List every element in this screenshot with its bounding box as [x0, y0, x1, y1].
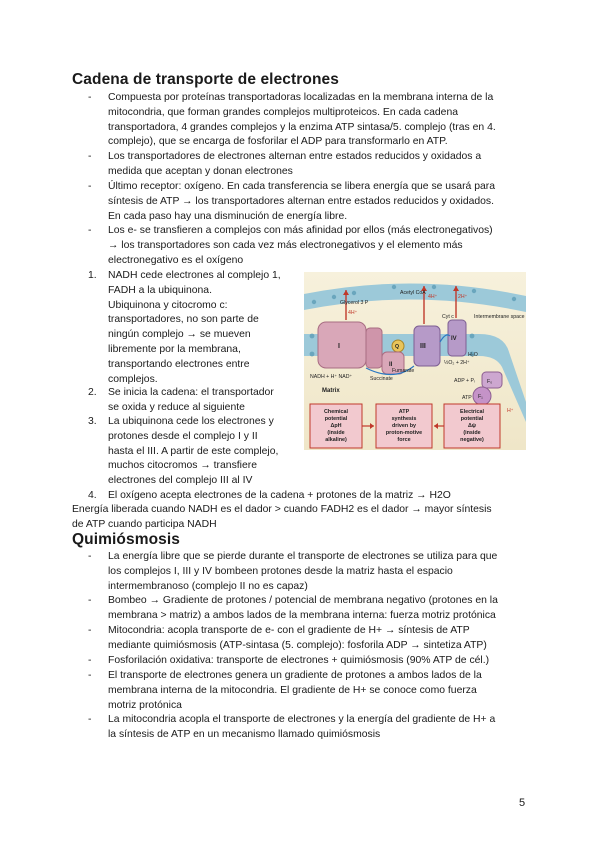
list-item: - Compuesta por proteínas transportadoras localizadas en la membrana interna de la mitocondria, que forman grandes complejos multiproteicos. En cada cadena transportadora, 4 grandes complejos y la enzima ATP sintasa/5. complejo (tras en 4. complejo), que se encarga de fosforilar el ADP para transformarlo en ATP. — [88, 92, 496, 148]
box-text: negative) — [460, 437, 484, 443]
section-title-chemiosmosis: Quimiósmosis — [72, 531, 181, 548]
label-complex-iii: III — [420, 343, 426, 350]
figure-svg — [304, 272, 526, 450]
label-succinate: Succinate — [370, 376, 393, 382]
list-item: - Último receptor: oxígeno. En cada transferencia se libera energía que se usará para síntesis de ATP → los transportadores alternan entre estados reducidos y oxidados. En cada paso hay una disminución de energía libre. — [88, 181, 495, 222]
box-text: Electrical — [460, 409, 484, 415]
box-text: driven by — [392, 423, 416, 429]
label-oxygen: ½O₂ + 2H⁺ — [444, 360, 470, 366]
complex-i-arm — [366, 328, 382, 368]
list-item: - El transporte de electrones genera un gradiente de protones a ambos lados de la membrana interna de la mitocondria. El gradiente de H+ se conoce como fuerza motriz protónica — [88, 670, 482, 711]
box-text: Chemical — [324, 409, 348, 415]
complex-i — [318, 322, 366, 368]
box-text: force — [397, 437, 411, 443]
numbered-item: 2. Se inicia la cadena: el transportador se oxida y reduce al siguiente — [88, 387, 274, 413]
electron-transport-figure — [304, 272, 526, 450]
label-atp: ATP — [462, 395, 472, 401]
label-nadh: NADH + H⁺ NAD⁺ — [310, 374, 353, 380]
box-text: (inside — [327, 430, 345, 436]
label-f0: F₀ — [487, 379, 493, 385]
label-complex-iv: IV — [451, 336, 457, 342]
label-complex-i: I — [338, 343, 340, 350]
numbered-item: 4. El oxígeno acepta electrones de la cadena + protones de la matriz → H2O — [88, 490, 451, 501]
complex-iii — [414, 326, 440, 366]
box-text: potential — [324, 416, 348, 422]
box-text: (inside — [463, 430, 481, 436]
box-text: alkaline) — [325, 437, 347, 443]
label-intermembrane: Intermembrane space — [474, 314, 525, 320]
list-item: - Los transportadores de electrones alternan entre estados reducidos y oxidados a medida que aceptan y donan electrones — [88, 151, 482, 177]
list-item: - Fosforilación oxidativa: transporte de electrones + quimiósmosis (90% ATP de cél.) — [88, 655, 490, 666]
list-item: - La mitocondria acopla el transporte de electrones y la energía del gradiente de H+ a la síntesis de ATP en un mecanismo llamado quimiósmosis — [88, 714, 496, 740]
label-cytc: Cyt c — [442, 314, 454, 320]
label-acyl: Acetyl CoA — [400, 290, 426, 296]
numbered-item: 1. NADH cede electrones al complejo 1, FADH a la ubiquinona. Ubiquinona y citocromo c: transportadores, no son parte de ningún complejo → se mueven libremente por la membrana, transportando electrones entre complejos. — [88, 270, 281, 385]
label-adp: ADP + Pᵢ — [454, 378, 475, 384]
label-matrix: Matrix — [322, 388, 340, 394]
box-text: potential — [460, 416, 484, 422]
label-f1: F₁ — [478, 394, 483, 400]
box-text: ΔpH — [330, 423, 342, 429]
label-4h-b: 4H⁺ — [428, 294, 438, 300]
label-water: H₂O — [468, 352, 478, 358]
box-text: Δψ — [468, 423, 476, 429]
numbered-item: 3. La ubiquinona cede los electrones y protones desde el complejo I y II hasta el III. A partir de este complejo, muchos citocromos → transfiere electrones del complejo III al IV — [88, 416, 279, 487]
label-q: Q — [395, 344, 400, 350]
box-text: synthesis — [391, 416, 417, 422]
list-item: - Los e- se transfieren a complejos con más afinidad por ellos (más electronegativos) → los transportadores son cada vez más electronegativos y el elemento más electronegativo es el oxígeno — [88, 225, 493, 266]
box-text: proton-motive — [385, 430, 423, 436]
label-fumarate: Fumarate — [392, 368, 415, 374]
page-number: 5 — [519, 797, 526, 809]
label-4h-a: 4H⁺ — [348, 310, 358, 316]
label-glycerol: Glycerol 3 P — [340, 300, 369, 306]
box-text: ATP — [398, 409, 410, 415]
label-2h: 2H⁺ — [458, 294, 468, 300]
paragraph: Energía liberada cuando NADH es el dador > cuando FADH2 es el dador → mayor síntesis de ATP cuando participa NADH — [72, 504, 492, 530]
label-h-side: H⁺ — [507, 408, 514, 414]
label-complex-ii: II — [389, 362, 393, 368]
list-item: - La energía libre que se pierde durante el transporte de electrones se utiliza para que los complejos I, III y IV bombeen protones desde la matriz hasta el espacio intermembranoso (complejo II no es capaz) — [88, 551, 498, 592]
section-title-electron-transport: Cadena de transporte de electrones — [72, 71, 339, 88]
list-item: - Bombeo → Gradiente de protones / potencial de membrana negativo (protones en la membrana > matriz) a ambos lados de la membrana interna: fuerza motriz protónica — [88, 595, 498, 621]
list-item: - Mitocondria: acopla transporte de e- con el gradiente de H+ → síntesis de ATP mediante quimiósmosis (ATP-sintasa (5. complejo): fosforila ADP → sintetiza ATP) — [88, 625, 487, 651]
